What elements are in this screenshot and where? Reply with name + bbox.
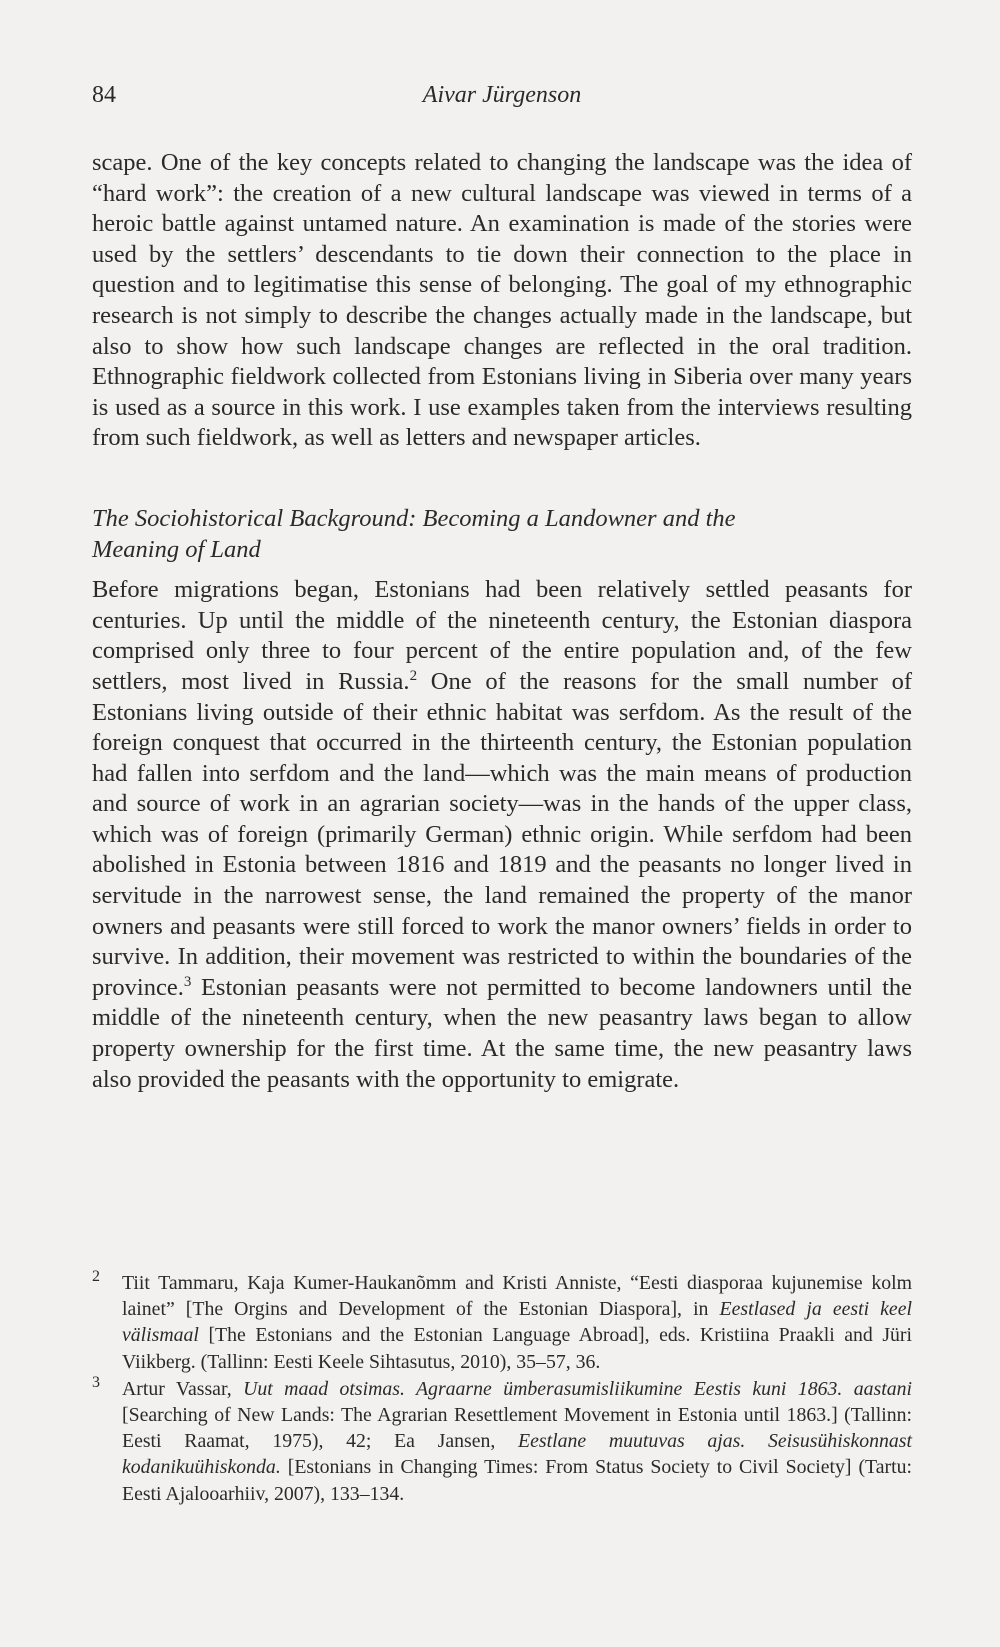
footnote-segment: [Searching of New Lands: The Agrarian Resettlement Movement in Estonia until 1863.] (Tallinn: Eesti Raamat, 1975), 42; Ea Jansen, <box>122 1404 912 1453</box>
paragraph-text: Estonian peasants were not permitted to become landowners until the middle of the nineteenth century, when the new peasantry laws began to allow property ownership for the first time. At the same time, the new peasantry laws also provided the peasants with the opportunity to emigrate. <box>92 973 912 1093</box>
running-header <box>92 82 912 116</box>
paragraph-text: Before migrations began, Estonians had been relatively settled peasants for centuries. Up until the middle of the nineteenth century, the Estonian diaspora comprised only three to four percent of the entire population and, of the few settlers, most lived in Russia. <box>92 576 912 695</box>
footnote-number: 3 <box>92 1373 100 1391</box>
main-text <box>92 148 912 1095</box>
page-number: 84 <box>92 82 116 108</box>
paragraph-text: One of the reasons for the small number of Estonians living outside of their ethnic habitat was serfdom. As the result of the foreign conquest that occurred in the thirteenth century, the Estonian population had fallen into serfdom and the land—which was the main means of production and source of work in an agrarian society—was in the hands of the upper class, which was of foreign (primarily German) ethnic origin. While serfdom had been abolished in Estonia between 1816 and 1819 and the peasants no longer lived in servitude in the narrowest sense, the land remained the property of the manor owners and peasants were still forced to work the manor owners’ fields in order to survive. In addition, their movement was restricted to within the boundaries of the province. <box>92 667 912 1001</box>
body-paragraph: scape. One of the key concepts related to changing the landscape was the idea of “hard work”: the creation of a new cultural landscape was viewed in terms of a heroic battle against untamed nature. An examination is made of the stories were used by the settlers’ descendants to tie down their connection to the place in question and to legitimatise this sense of belonging. The goal of my ethnographic research is not simply to describe the changes actually made in the landscape, but also to show how such landscape changes are reflected in the oral tradition. Ethnographic fieldwork collected from Estonians living in Siberia over many years is used as a source in this work. I use examples taken from the interviews resulting from such fieldwork, as well as letters and newspaper articles. <box>92 149 912 452</box>
footnote-segment: Artur Vassar, <box>122 1377 244 1400</box>
running-head-author: Aivar Jürgenson <box>422 82 582 108</box>
footnote-reference[interactable]: 2 <box>409 667 418 684</box>
footnote-number: 2 <box>92 1268 100 1285</box>
footnote-text <box>122 1378 912 1505</box>
body-paragraph <box>92 575 912 1095</box>
footnotes <box>92 1270 912 1508</box>
footnote-text <box>122 1272 912 1373</box>
footnote <box>92 1373 912 1507</box>
footnote-title: Eestlased ja eesti keel välismaal <box>122 1298 912 1347</box>
footnote-segment: [Estonians in Changing Times: From Status Society to Civil Society] (Tartu: Eesti Ajalooarhiiv, 2007), 133–134. <box>122 1456 912 1505</box>
footnote <box>92 1270 912 1375</box>
footnote-segment: Tiit Tammaru, Kaja Kumer-Haukanõmm and Kristi Anniste, “Eesti diasporaa kujunemise kolm lainet” [The Orgins and Development of the Estonian Diaspora], in <box>122 1272 912 1321</box>
footnote-title: Uut maad otsimas. Agraarne ümberasumisliikumine Eestis kuni 1863. aastani <box>243 1377 912 1400</box>
footnote-segment: [The Estonians and the Estonian Language Abroad], eds. Kristiina Praakli and Jüri Viikberg. (Tallinn: Eesti Keele Sihtasutus, 2010), 35–57, 36. <box>122 1324 912 1373</box>
footnote-reference[interactable]: 3 <box>183 973 192 990</box>
section-heading: The Sociohistorical Background: Becoming a Landowner and the Meaning of Land <box>92 504 736 563</box>
footnote-title: Eestlane muutuvas ajas. Seisusühiskonnast kodanikuühiskonda. <box>122 1430 912 1479</box>
